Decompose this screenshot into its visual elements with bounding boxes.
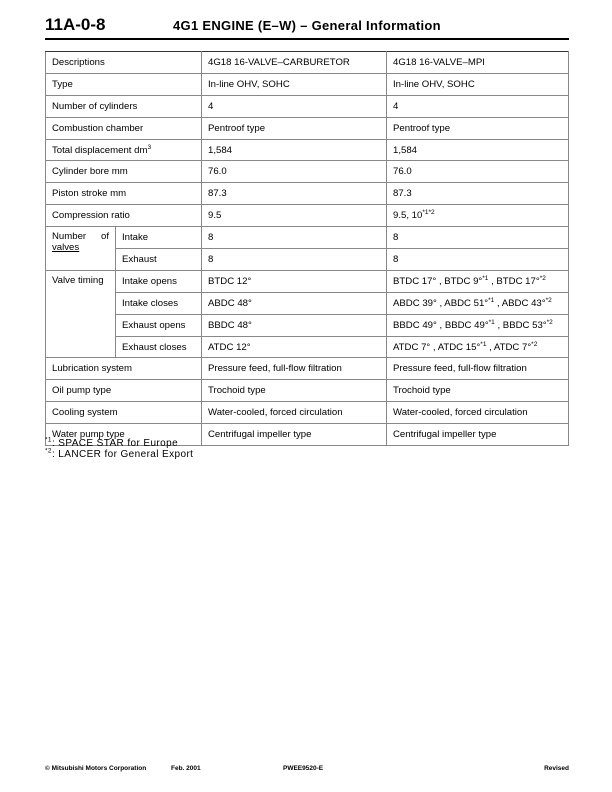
cell-mpi: [387, 270, 569, 292]
superscript: *1: [480, 340, 487, 348]
cell-carburetor: Water-cooled, forced circulation: [202, 402, 387, 424]
table-row: [46, 249, 569, 271]
cell-carburetor: ATDC 12°: [202, 336, 387, 358]
value-text: ABDC 39° , ABDC 51°: [393, 297, 489, 309]
cell-carburetor: 76.0: [202, 161, 387, 183]
cell-carburetor: Pentroof type: [202, 117, 387, 139]
row-label: Water pump type: [46, 424, 202, 446]
row-label: Number of cylinders: [46, 95, 202, 117]
cell-carburetor: Pressure feed, full-flow filtration: [202, 358, 387, 380]
page-title: 4G1 ENGINE (E–W) – General Information: [173, 18, 441, 33]
cell-carburetor: 1,584: [202, 139, 387, 161]
superscript: *2: [546, 318, 553, 326]
table-row: [46, 73, 569, 95]
cell-carburetor: BTDC 12°: [202, 270, 387, 292]
cell-mpi: 4: [387, 95, 569, 117]
page-header: [45, 13, 569, 40]
superscript: *1: [488, 296, 495, 304]
sub-label: Intake opens: [116, 270, 202, 292]
footnote: [45, 438, 193, 449]
table-row: [46, 183, 569, 205]
value-text: 9.5, 10: [393, 210, 423, 222]
superscript: *1: [482, 274, 489, 282]
table-row: [46, 227, 569, 249]
table-row: [46, 314, 569, 336]
footnote-text: : LANCER for General Export: [51, 449, 194, 460]
footer-code: PWEE9520-E: [283, 765, 324, 772]
cell-mpi: In-line OHV, SOHC: [387, 73, 569, 95]
cell-carburetor: In-line OHV, SOHC: [202, 73, 387, 95]
footnote-mark: *1: [45, 436, 52, 444]
superscript: *2: [539, 274, 546, 282]
footer-date: Feb. 2001: [171, 765, 201, 772]
row-label: Cylinder bore mm: [46, 161, 202, 183]
sub-label: Exhaust: [116, 249, 202, 271]
cell-mpi: [387, 336, 569, 358]
table-row: [46, 161, 569, 183]
cell-mpi: 76.0: [387, 161, 569, 183]
cell-mpi: Water-cooled, forced circulation: [387, 402, 569, 424]
table-row: [46, 270, 569, 292]
header-mpi: 4G18 16-VALVE–MPI: [387, 52, 569, 74]
superscript: *1*2: [422, 208, 435, 216]
table-header-row: [46, 52, 569, 74]
sub-label: Exhaust closes: [116, 336, 202, 358]
cell-carburetor: 8: [202, 249, 387, 271]
cell-mpi: [387, 292, 569, 314]
cell-mpi: 1,584: [387, 139, 569, 161]
value-text: BBDC 49° , BBDC 49°: [393, 319, 489, 331]
row-label-valves: [46, 227, 116, 271]
cell-mpi: 8: [387, 227, 569, 249]
row-label: Lubrication system: [46, 358, 202, 380]
row-label: Type: [46, 73, 202, 95]
cell-carburetor: BBDC 48°: [202, 314, 387, 336]
table-row: [46, 205, 569, 227]
sub-label: Exhaust opens: [116, 314, 202, 336]
row-label: [46, 139, 202, 161]
footnote: [45, 449, 193, 460]
cell-carburetor: Centrifugal impeller type: [202, 424, 387, 446]
sub-label: Intake: [116, 227, 202, 249]
label-text: Number: [52, 231, 87, 243]
cell-carburetor: ABDC 48°: [202, 292, 387, 314]
table-row: [46, 117, 569, 139]
cell-mpi: 8: [387, 249, 569, 271]
value-text: BTDC 17° , BTDC 9°: [393, 275, 483, 287]
header-carburetor: 4G18 16-VALVE–CARBURETOR: [202, 52, 387, 74]
cell-mpi: Centrifugal impeller type: [387, 424, 569, 446]
value-text: , BTDC 17°: [488, 275, 540, 287]
cell-carburetor: 8: [202, 227, 387, 249]
footer-status: Revised: [544, 765, 569, 772]
specifications-table: [45, 51, 569, 446]
header-descriptions: Descriptions: [46, 52, 202, 74]
footnotes: [45, 438, 193, 460]
cell-mpi: Pentroof type: [387, 117, 569, 139]
row-label: Compression ratio: [46, 205, 202, 227]
row-label: Oil pump type: [46, 380, 202, 402]
table-row: [46, 336, 569, 358]
value-text: ATDC 7° , ATDC 15°: [393, 341, 481, 353]
cell-mpi: 87.3: [387, 183, 569, 205]
row-label-valve-timing: Valve timing: [46, 270, 116, 358]
cell-carburetor: 87.3: [202, 183, 387, 205]
cell-carburetor: 9.5: [202, 205, 387, 227]
superscript: 3: [147, 143, 152, 151]
row-label: Piston stroke mm: [46, 183, 202, 205]
cell-mpi: [387, 205, 569, 227]
table-row: [46, 95, 569, 117]
cell-mpi: Trochoid type: [387, 380, 569, 402]
row-label: Combustion chamber: [46, 117, 202, 139]
value-text: , ABDC 43°: [494, 297, 546, 309]
sub-label: Intake closes: [116, 292, 202, 314]
row-label: Cooling system: [46, 402, 202, 424]
value-text: , ATDC 7°: [486, 341, 532, 353]
table-row: [46, 402, 569, 424]
table-row: [46, 380, 569, 402]
label-text: of: [100, 231, 109, 243]
table-row: [46, 139, 569, 161]
label-text: valves: [52, 242, 80, 254]
superscript: *2: [531, 340, 538, 348]
superscript: *2: [545, 296, 552, 304]
footnote-mark: *2: [45, 447, 52, 455]
page-number: 11A-0-8: [45, 15, 106, 34]
label-text: Total displacement dm: [52, 144, 148, 156]
cell-carburetor: 4: [202, 95, 387, 117]
cell-carburetor: Trochoid type: [202, 380, 387, 402]
table-row: [46, 292, 569, 314]
superscript: *1: [488, 318, 495, 326]
cell-mpi: Pressure feed, full-flow filtration: [387, 358, 569, 380]
table-row: [46, 358, 569, 380]
footnote-text: : SPACE STAR for Europe: [51, 438, 179, 449]
value-text: , BBDC 53°: [494, 319, 547, 331]
cell-mpi: [387, 314, 569, 336]
footer-copyright: © Mitsubishi Motors Corporation: [45, 765, 147, 772]
